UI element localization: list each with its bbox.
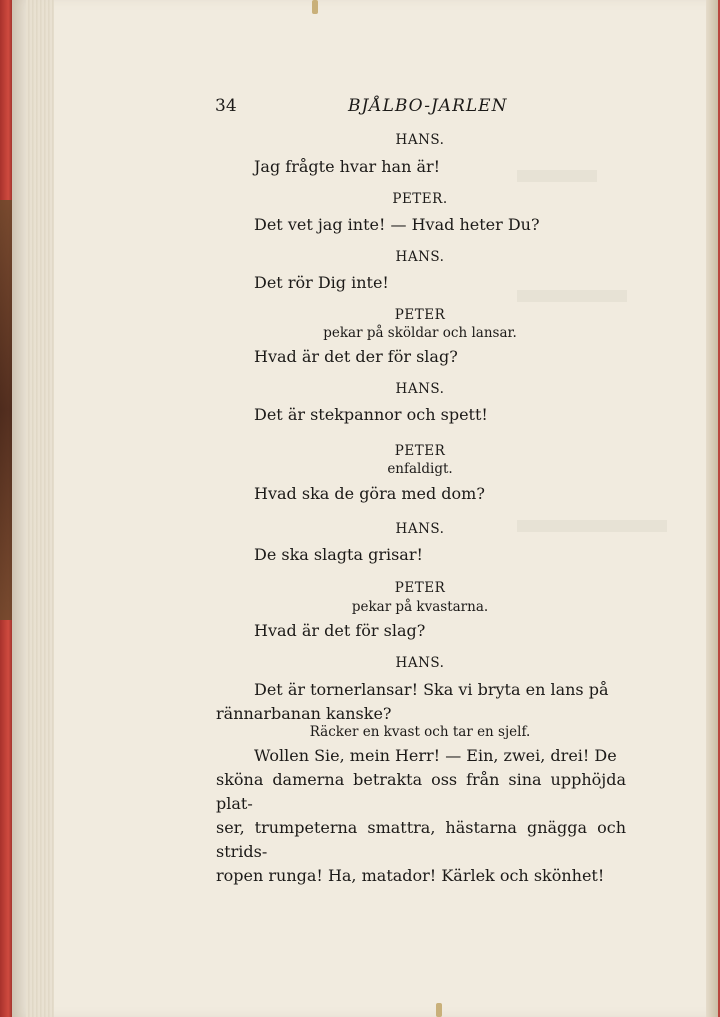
page-right-edge <box>706 0 718 1017</box>
speaker-name: PETER <box>394 443 446 459</box>
show-through <box>517 170 597 182</box>
page-marker <box>436 1003 442 1017</box>
page-marker <box>312 0 318 14</box>
speech-line: ser, trumpeterna smattra, hästarna gnägga och strids- <box>216 818 626 861</box>
speaker-name: PETER <box>394 580 446 596</box>
speech-line: sköna damerna betrakta oss från sina upphöjda plat- <box>216 770 626 813</box>
page-stack-edge <box>26 0 54 1017</box>
dialogue-line: Det är stekpannor och spett! <box>254 405 488 424</box>
dialogue-line: Det rör Dig inte! <box>254 273 389 292</box>
speech-paragraph <box>216 744 626 888</box>
stage-direction: pekar på sköldar och lansar. <box>323 325 517 341</box>
stage-direction: Räcker en kvast och tar en sjelf. <box>309 724 531 740</box>
cover-binding <box>0 200 12 620</box>
show-through <box>517 290 627 302</box>
running-title: BJÅLBO-JARLEN <box>348 96 508 116</box>
speaker-name: HANS. <box>395 521 445 537</box>
speaker-name: PETER <box>394 307 446 323</box>
speaker-name: HANS. <box>395 249 445 265</box>
page-number: 34 <box>215 96 237 116</box>
dialogue-line: Hvad är det der för slag? <box>254 347 458 366</box>
speaker-name: HANS. <box>395 655 445 671</box>
speaker-name: HANS. <box>395 381 445 397</box>
speaker-name: HANS. <box>395 132 445 148</box>
stage-direction: pekar på kvastarna. <box>351 599 489 615</box>
speech-line: Det är tornerlansar! Ska vi bryta en lans på <box>254 680 609 699</box>
dialogue-line: Hvad ska de göra med dom? <box>254 484 485 503</box>
stage-direction: enfaldigt. <box>387 461 453 477</box>
speech-line: ropen runga! Ha, matador! Kärlek och skönhet! <box>216 866 605 885</box>
dialogue-line: Jag frågte hvar han är! <box>254 157 441 176</box>
dialogue-line: Det vet jag inte! — Hvad heter Du? <box>254 215 540 234</box>
speaker-name: PETER. <box>392 191 448 207</box>
dialogue-line: Hvad är det för slag? <box>254 621 426 640</box>
show-through <box>517 520 667 532</box>
speech-line: Wollen Sie, mein Herr! — Ein, zwei, drei! De <box>254 746 617 765</box>
speech-line: rännarbanan kanske? <box>216 704 392 723</box>
speech-paragraph <box>216 678 626 726</box>
dialogue-line: De ska slagta grisar! <box>254 545 423 564</box>
